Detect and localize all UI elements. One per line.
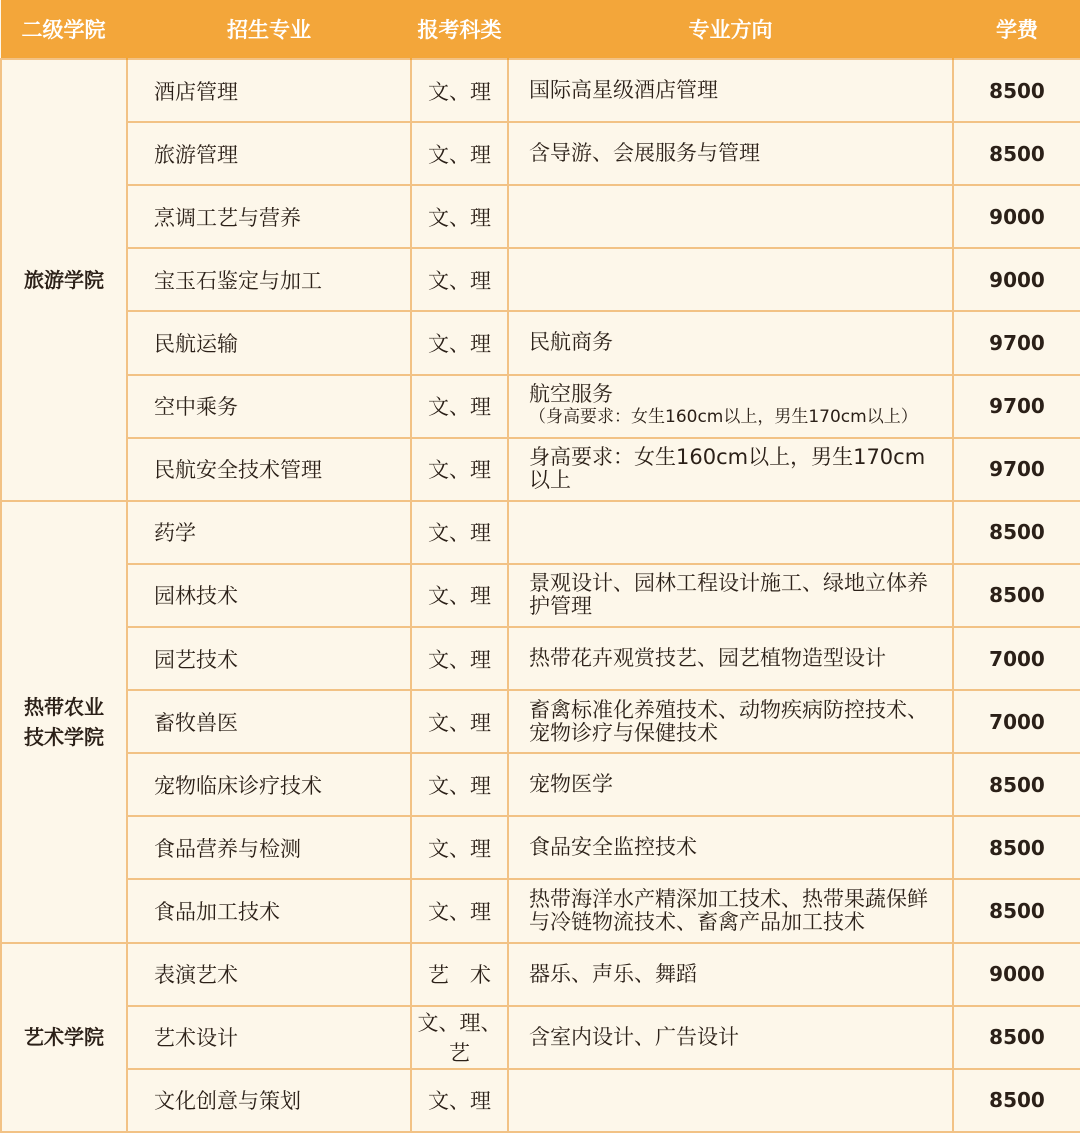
header-major: 招生专业 (127, 0, 411, 59)
major-direction (508, 943, 953, 1006)
major-direction (508, 690, 953, 753)
exam-subjects: 文、理 (411, 438, 508, 501)
table-row (1, 816, 1080, 879)
college-name: 艺术学院 (1, 943, 127, 1132)
tuition-fee: 8500 (953, 122, 1080, 185)
direction-text: 畜禽标准化养殖技术、动物疾病防控技术、宠物诊疗与保健技术 (529, 697, 928, 745)
tuition-fee: 8500 (953, 1069, 1080, 1132)
table-row (1, 879, 1080, 942)
header-college: 二级学院 (1, 0, 127, 59)
header-subjects: 报考科类 (411, 0, 508, 59)
major-name: 园艺技术 (127, 627, 411, 690)
direction-text: 航空服务 (529, 382, 613, 407)
exam-subjects: 文、理 (411, 1069, 508, 1132)
table-row (1, 438, 1080, 501)
exam-subjects: 文、理 (411, 816, 508, 879)
header-direction: 专业方向 (508, 0, 953, 59)
major-name: 民航安全技术管理 (127, 438, 411, 501)
exam-subjects: 文、理 (411, 185, 508, 248)
major-direction (508, 564, 953, 627)
table-row (1, 311, 1080, 374)
major-name: 园林技术 (127, 564, 411, 627)
tuition-fee: 8500 (953, 879, 1080, 942)
college-name: 热带农业 技术学院 (1, 501, 127, 943)
direction-text: 国际高星级酒店管理 (529, 78, 718, 103)
major-name: 空中乘务 (127, 375, 411, 438)
major-name: 食品营养与检测 (127, 816, 411, 879)
exam-subjects: 文、理 (411, 879, 508, 942)
exam-subjects: 文、理、艺 (411, 1006, 508, 1069)
major-direction (508, 185, 953, 248)
major-name: 旅游管理 (127, 122, 411, 185)
major-name: 食品加工技术 (127, 879, 411, 942)
direction-text: 宠物医学 (529, 772, 613, 797)
direction-text: 含导游、会展服务与管理 (529, 141, 760, 166)
major-direction (508, 753, 953, 816)
header-row (1, 0, 1080, 59)
major-name: 宝玉石鉴定与加工 (127, 248, 411, 311)
exam-subjects: 文、理 (411, 690, 508, 753)
tuition-fee: 9700 (953, 375, 1080, 438)
major-direction (508, 375, 953, 438)
tuition-fee: 9000 (953, 943, 1080, 1006)
direction-text: 热带海洋水产精深加工技术、热带果蔬保鲜与冷链物流技术、畜禽产品加工技术 (529, 886, 928, 934)
major-direction (508, 627, 953, 690)
major-name: 宠物临床诊疗技术 (127, 753, 411, 816)
header-fee: 学费 (953, 0, 1080, 59)
college-name: 旅游学院 (1, 59, 127, 501)
table-row (1, 248, 1080, 311)
tuition-fee: 7000 (953, 690, 1080, 753)
major-direction (508, 122, 953, 185)
table-row (1, 1069, 1080, 1132)
direction-text: 器乐、声乐、舞蹈 (529, 961, 697, 986)
major-name: 畜牧兽医 (127, 690, 411, 753)
exam-subjects: 文、理 (411, 311, 508, 374)
table-row (1, 59, 1080, 122)
table-body (1, 59, 1080, 1132)
major-name: 酒店管理 (127, 59, 411, 122)
table-row (1, 943, 1080, 1006)
major-direction (508, 816, 953, 879)
exam-subjects: 艺 术 (411, 943, 508, 1006)
major-direction (508, 59, 953, 122)
table-row (1, 122, 1080, 185)
major-name: 表演艺术 (127, 943, 411, 1006)
tuition-fee: 9700 (953, 438, 1080, 501)
table-row (1, 690, 1080, 753)
major-direction (508, 1069, 953, 1132)
major-name: 烹调工艺与营养 (127, 185, 411, 248)
direction-text: 热带花卉观赏技艺、园艺植物造型设计 (529, 646, 886, 671)
tuition-fee: 8500 (953, 1006, 1080, 1069)
exam-subjects: 文、理 (411, 501, 508, 564)
table-row (1, 1006, 1080, 1069)
major-name: 艺术设计 (127, 1006, 411, 1069)
table-row (1, 185, 1080, 248)
major-direction (508, 438, 953, 501)
direction-text: 食品安全监控技术 (529, 835, 697, 860)
tuition-fee: 8500 (953, 753, 1080, 816)
exam-subjects: 文、理 (411, 564, 508, 627)
tuition-fee: 7000 (953, 627, 1080, 690)
exam-subjects: 文、理 (411, 375, 508, 438)
table-row (1, 564, 1080, 627)
direction-text: 景观设计、园林工程设计施工、绿地立体养护管理 (529, 571, 928, 619)
major-name: 文化创意与策划 (127, 1069, 411, 1132)
major-direction (508, 501, 953, 564)
table-row (1, 375, 1080, 438)
direction-text: 含室内设计、广告设计 (529, 1024, 739, 1049)
tuition-fee: 9000 (953, 248, 1080, 311)
major-name: 民航运输 (127, 311, 411, 374)
major-direction (508, 248, 953, 311)
exam-subjects: 文、理 (411, 59, 508, 122)
exam-subjects: 文、理 (411, 753, 508, 816)
table-row (1, 627, 1080, 690)
exam-subjects: 文、理 (411, 627, 508, 690)
direction-text: 身高要求：女生160cm以上，男生170cm以上 (529, 445, 926, 493)
exam-subjects: 文、理 (411, 122, 508, 185)
table-row (1, 753, 1080, 816)
table-row (1, 501, 1080, 564)
major-direction (508, 879, 953, 942)
major-direction (508, 1006, 953, 1069)
exam-subjects: 文、理 (411, 248, 508, 311)
major-name: 药学 (127, 501, 411, 564)
tuition-fee: 9700 (953, 311, 1080, 374)
direction-note: （身高要求：女生160cm以上，男生170cm以上） (529, 407, 918, 428)
tuition-fee: 8500 (953, 564, 1080, 627)
tuition-fee: 8500 (953, 501, 1080, 564)
major-direction (508, 311, 953, 374)
direction-text: 民航商务 (529, 330, 613, 355)
tuition-fee: 8500 (953, 59, 1080, 122)
tuition-fee: 9000 (953, 185, 1080, 248)
tuition-fee: 8500 (953, 816, 1080, 879)
